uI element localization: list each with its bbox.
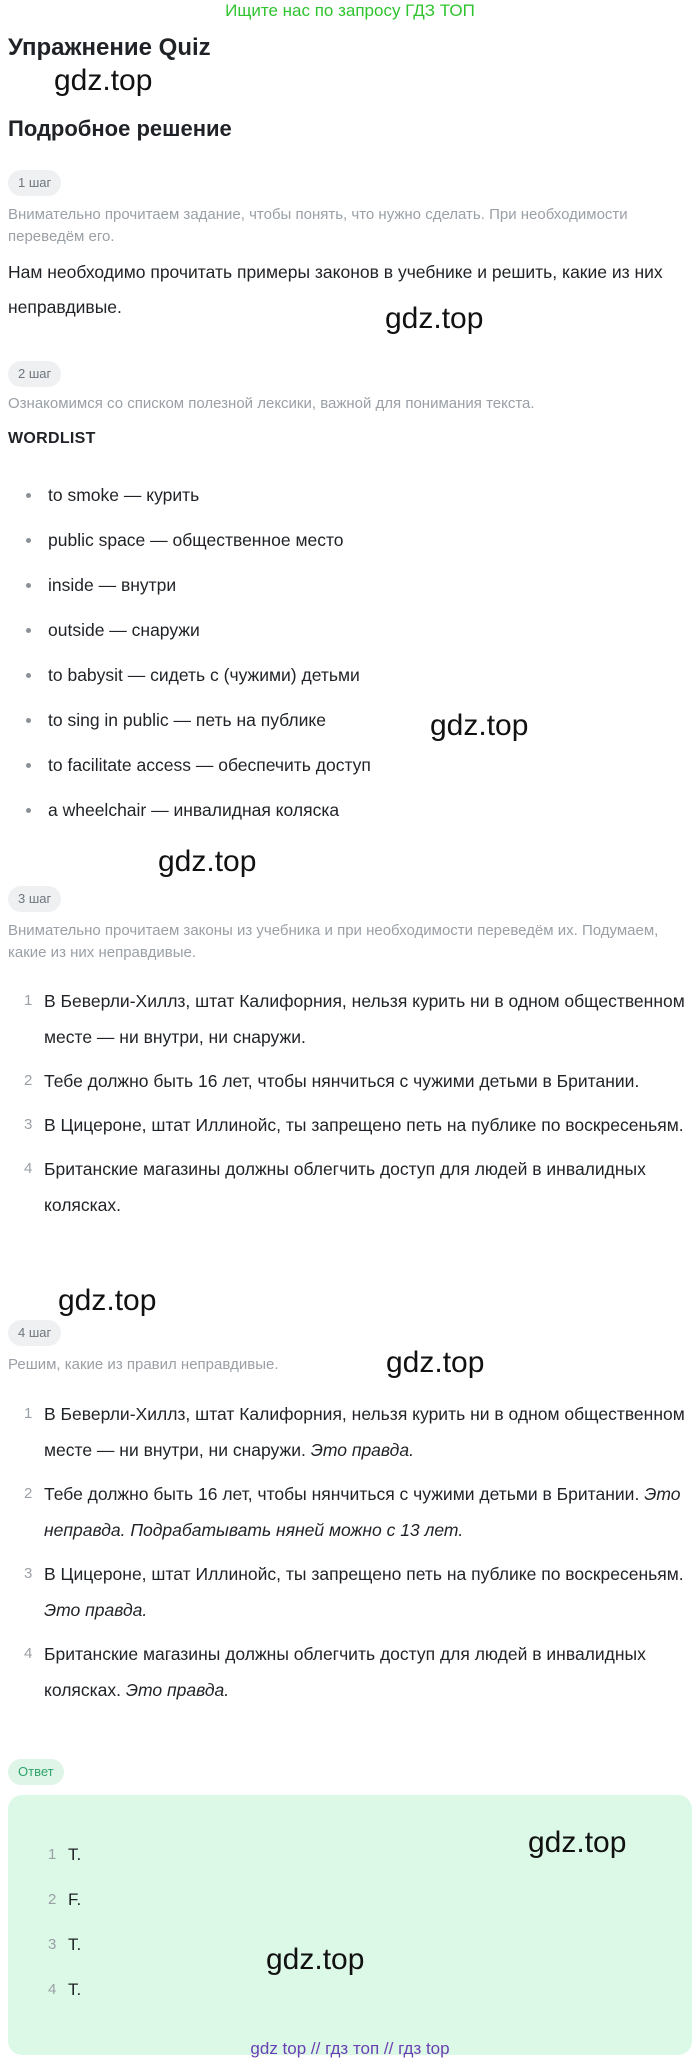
list-item xyxy=(24,520,684,565)
bullet-icon xyxy=(26,493,31,498)
item-number: 1 xyxy=(48,1846,57,1863)
item-verdict: Это правда. xyxy=(44,1600,148,1620)
list-item xyxy=(8,1476,692,1548)
watermark: gdz.top xyxy=(386,1346,485,1379)
item-text: В Цицероне, штат Иллинойс, ты запрещено петь на публике по воскресеньям. xyxy=(44,1564,684,1584)
step-hint: Внимательно прочитаем задание, чтобы понять, что нужно сделать. При необходимости переведём его. xyxy=(8,206,628,245)
list-item xyxy=(24,655,684,700)
item-number: 1 xyxy=(24,1405,33,1422)
step-badge: 1 шаг xyxy=(8,170,61,196)
bullet-icon xyxy=(26,538,31,543)
answer-value: F. xyxy=(68,1890,82,1909)
item-number: 4 xyxy=(24,1645,33,1662)
watermark: gdz.top xyxy=(158,845,257,878)
list-item xyxy=(8,1396,692,1468)
item-text: В Цицероне, штат Иллинойс, ты запрещено петь на публике по воскресеньям. xyxy=(44,1115,684,1135)
item-number: 2 xyxy=(24,1485,33,1502)
watermark: gdz.top xyxy=(58,1284,157,1317)
bullet-icon xyxy=(26,628,31,633)
item-text: Британские магазины должны облегчить доступ для людей в инвалидных колясках. xyxy=(44,1644,646,1700)
list-item xyxy=(8,1636,692,1708)
bullet-icon xyxy=(26,583,31,588)
item-number: 1 xyxy=(24,992,33,1009)
laws-list xyxy=(8,983,692,1223)
item-verdict: Это правда. xyxy=(125,1680,230,1700)
item-number: 3 xyxy=(24,1116,33,1133)
answer-badge: Ответ xyxy=(8,1759,64,1785)
list-item xyxy=(8,1556,692,1628)
item-text: В Беверли-Хиллз, штат Калифорния, нельзя курить ни в одном общественном месте — ни внутри, ни снаружи. xyxy=(44,991,685,1047)
list-item xyxy=(8,983,692,1055)
step-badge: 4 шаг xyxy=(8,1320,61,1346)
item-number: 4 xyxy=(24,1160,33,1177)
list-item xyxy=(36,1925,81,1970)
list-item xyxy=(36,1970,81,2015)
answer-list xyxy=(36,1835,81,2015)
word-entry: outside — снаружи xyxy=(48,620,200,640)
item-number: 3 xyxy=(24,1565,33,1582)
item-number: 4 xyxy=(48,1981,57,1998)
list-item xyxy=(24,745,684,790)
word-entry: inside — внутри xyxy=(48,575,177,595)
bullet-icon xyxy=(26,673,31,678)
list-item xyxy=(24,610,684,655)
section-title: Подробное решение xyxy=(8,116,232,141)
item-text: В Беверли-Хиллз, штат Калифорния, нельзя курить ни в одном общественном месте — ни внутри, ни снаружи. xyxy=(44,1404,685,1460)
wordlist-title: WORDLIST xyxy=(8,430,96,447)
list-item xyxy=(24,790,684,835)
word-entry: public space — общественное место xyxy=(48,530,344,550)
watermark: gdz.top xyxy=(54,64,153,97)
list-item xyxy=(24,700,684,745)
page-title: Упражнение Quiz xyxy=(8,34,211,61)
watermark: gdz.top xyxy=(266,1943,365,1976)
list-item xyxy=(8,1063,692,1099)
list-item xyxy=(8,1151,692,1223)
word-entry: to facilitate access — обеспечить доступ xyxy=(48,755,371,775)
list-item xyxy=(24,565,684,610)
watermark: gdz.top xyxy=(385,302,484,335)
step-hint: Внимательно прочитаем законы из учебника и при необходимости переведём их. Подумаем, какие из них неправдивые. xyxy=(8,922,659,961)
word-entry: a wheelchair — инвалидная коляска xyxy=(48,800,340,820)
step-badge: 2 шаг xyxy=(8,361,61,387)
item-text: Британские магазины должны облегчить доступ для людей в инвалидных колясках. xyxy=(44,1159,646,1215)
watermark: gdz.top xyxy=(430,709,529,742)
bullet-icon xyxy=(26,718,31,723)
list-item xyxy=(24,475,684,520)
answer-value: T. xyxy=(68,1935,82,1954)
item-text: Тебе должно быть 16 лет, чтобы нянчиться с чужими детьми в Британии. xyxy=(44,1484,640,1504)
item-number: 2 xyxy=(48,1891,57,1908)
bullet-icon xyxy=(26,808,31,813)
promo-banner: Ищите нас по запросу ГДЗ ТОП xyxy=(225,1,475,20)
word-entry: to smoke — курить xyxy=(48,485,200,505)
verdicts-list xyxy=(8,1396,692,1708)
step-hint: Решим, какие из правил неправдивые. xyxy=(8,1356,279,1373)
step-badge: 3 шаг xyxy=(8,886,61,912)
item-number: 3 xyxy=(48,1936,57,1953)
word-entry: to sing in public — петь на публике xyxy=(48,710,326,730)
wordlist xyxy=(24,475,684,835)
watermark: gdz.top xyxy=(528,1826,627,1859)
step-hint: Ознакомимся со списком полезной лексики, важной для понимания текста. xyxy=(8,395,535,412)
item-text: Тебе должно быть 16 лет, чтобы нянчиться с чужими детьми в Британии. xyxy=(44,1071,640,1091)
answer-value: T. xyxy=(68,1845,82,1864)
item-number: 2 xyxy=(24,1072,33,1089)
bullet-icon xyxy=(26,763,31,768)
step-text: Нам необходимо прочитать примеры законов в учебнике и решить, какие из них неправдивые. xyxy=(8,262,663,317)
list-item xyxy=(36,1880,81,1925)
item-verdict: Это неправда. Подрабатывать няней можно с 13 лет. xyxy=(44,1484,681,1540)
footer-links[interactable]: gdz top // гдз топ // гдз top xyxy=(250,2039,450,2058)
list-item xyxy=(36,1835,81,1880)
answer-value: T. xyxy=(68,1980,82,1999)
item-verdict: Это правда. xyxy=(310,1440,414,1460)
list-item xyxy=(8,1107,692,1143)
word-entry: to babysit — сидеть с (чужими) детьми xyxy=(48,665,360,685)
